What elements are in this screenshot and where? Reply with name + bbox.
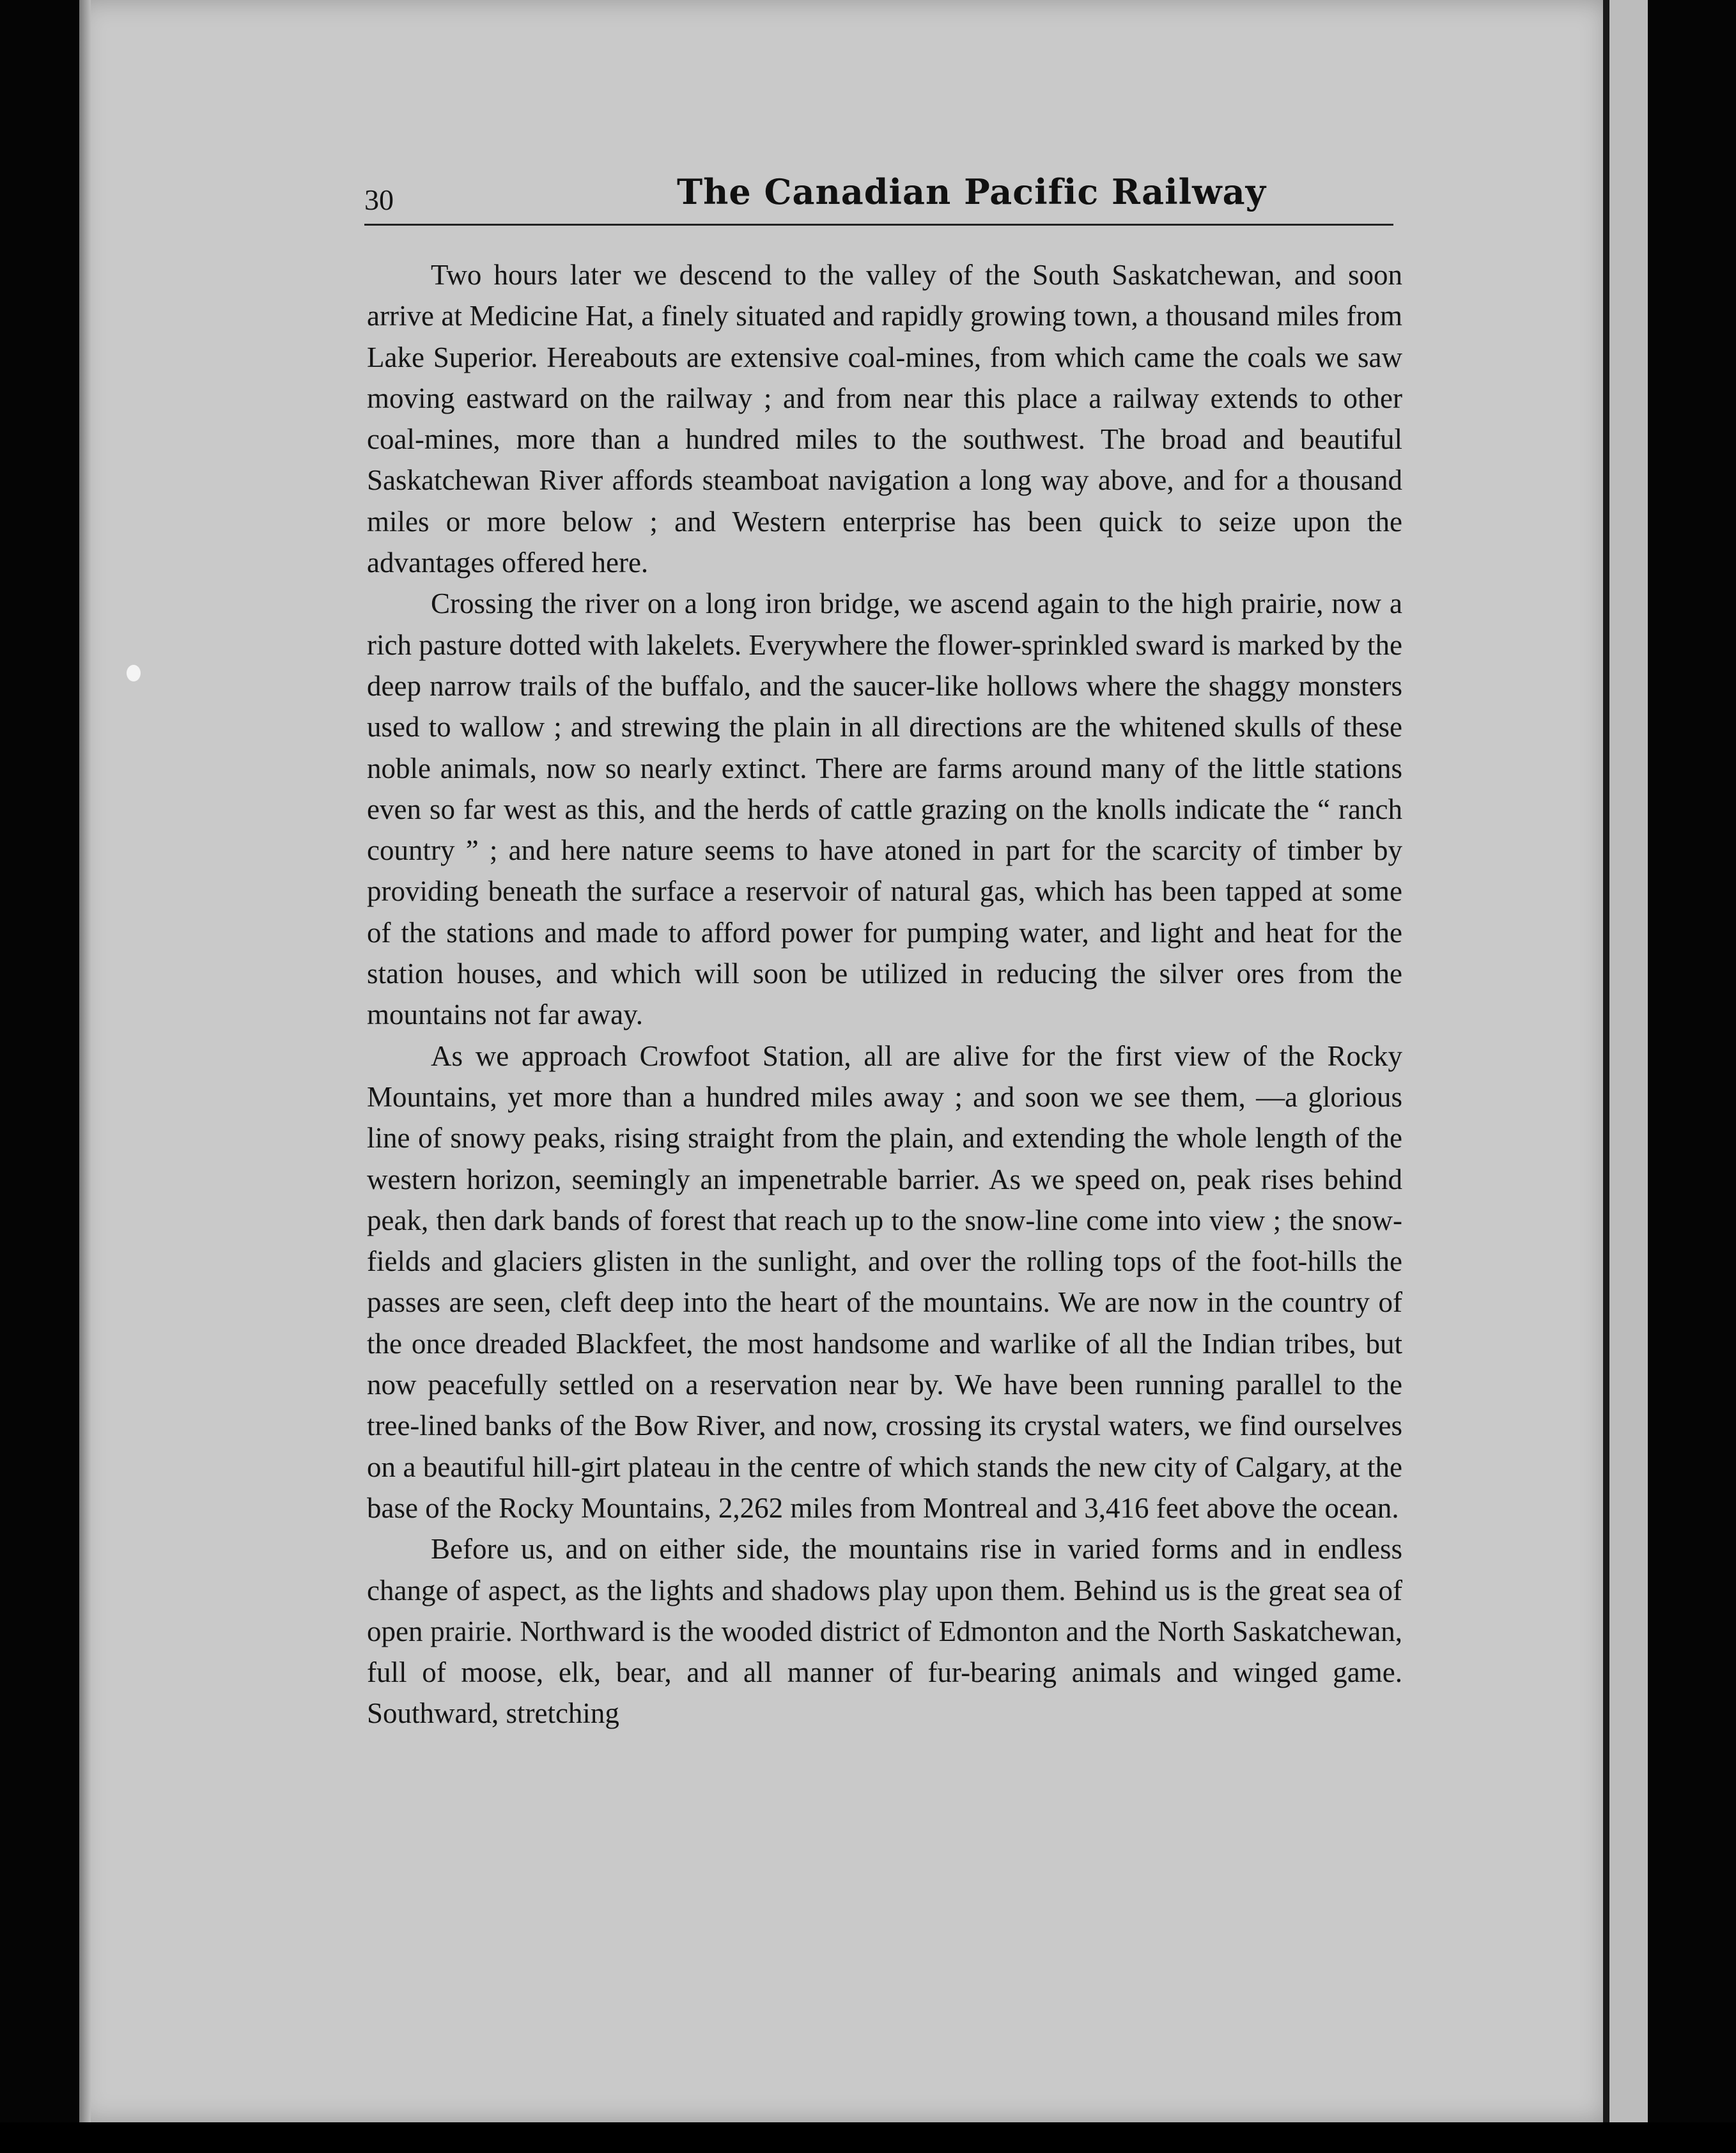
scan-speck xyxy=(127,665,141,681)
page-gutter-shadow xyxy=(79,0,91,2122)
running-title: The Canadian Pacific Railway xyxy=(676,171,1267,212)
scan-bottom-border xyxy=(0,2122,1736,2153)
header-rule xyxy=(364,224,1393,226)
adjacent-page-strip xyxy=(1609,0,1648,2122)
paragraph: Two hours later we descend to the valley of the South Saskatchewan, and soon arrive at Medicine Hat, a finely situated and rapidly growing town, a thousand miles from Lake Superior. Hereabouts are extensive coal-mines, from which came the coals we saw moving eastward on the railway ; and from near this place a railway extends to other coal-mines, more than a hundred miles to the southwest. The broad and beautiful Saskatchewan River affords steamboat navigation a long way above, and for a thousand miles or more below ; and Western enterprise has been quick to seize upon the advantages offered here. xyxy=(367,259,1402,579)
paragraph: As we approach Crowfoot Station, all are alive for the first view of the Rocky Mountains, yet more than a hundred miles away ; and soon we see them, —a glorious line of snowy peaks, rising straight from the plain, and extending the whole length of the western horizon, seemingly an impenetrable barrier. As we speed on, peak rises behind peak, then dark bands of forest that reach up to the snow-line come into view ; the snow-fields and glaciers glisten in the sunlight, and over the rolling tops of the foot-hills the passes are seen, cleft deep into the heart of the mountains. We are now in the country of the once dreaded Blackfeet, the most handsome and warlike of all the Indian tribes, but now peacefully settled on a reservation near by. We have been running parallel to the tree-lined banks of the Bow River, and now, crossing its crystal waters, we find ourselves on a beautiful hill-girt plateau in the centre of which stands the new city of Calgary, at the base of the Rocky Mountains, 2,262 miles from Montreal and 3,416 feet above the ocean. xyxy=(367,1039,1402,1524)
paragraph: Before us, and on either side, the mountains rise in varied forms and in endless change of aspect, as the lights and shadows play upon them. Behind us is the great sea of open prairie. Northward is the wooded district of Edmonton and the North Saskatchewan, full of moose, elk, bear, and all manner of fur-bearing animals and winged game. Southward, stretching xyxy=(367,1533,1402,1730)
body-text xyxy=(367,254,1402,1734)
running-head xyxy=(364,171,1393,216)
page-number: 30 xyxy=(364,183,394,216)
paragraph: Crossing the river on a long iron bridge, we ascend again to the high prairie, now a rich pasture dotted with lakelets. Everywhere the flower-sprinkled sward is marked by the deep narrow trails of the buffalo, and the saucer-like hollows where the shaggy monsters used to wallow ; and strewing the plain in all directions are the whitened skulls of these noble animals, now so nearly extinct. There are farms around many of the little stations even so far west as this, and the herds of cattle grazing on the knolls indicate the “ ranch country ” ; and here nature seems to have atoned in part for the scarcity of timber by providing beneath the surface a reservoir of natural gas, which has been tapped at some of the stations and made to afford power for pumping water, and light and heat for the station houses, and which will soon be utilized in reducing the silver ores from the mountains not far away. xyxy=(367,587,1402,1031)
page-edge-right xyxy=(1603,0,1609,2122)
